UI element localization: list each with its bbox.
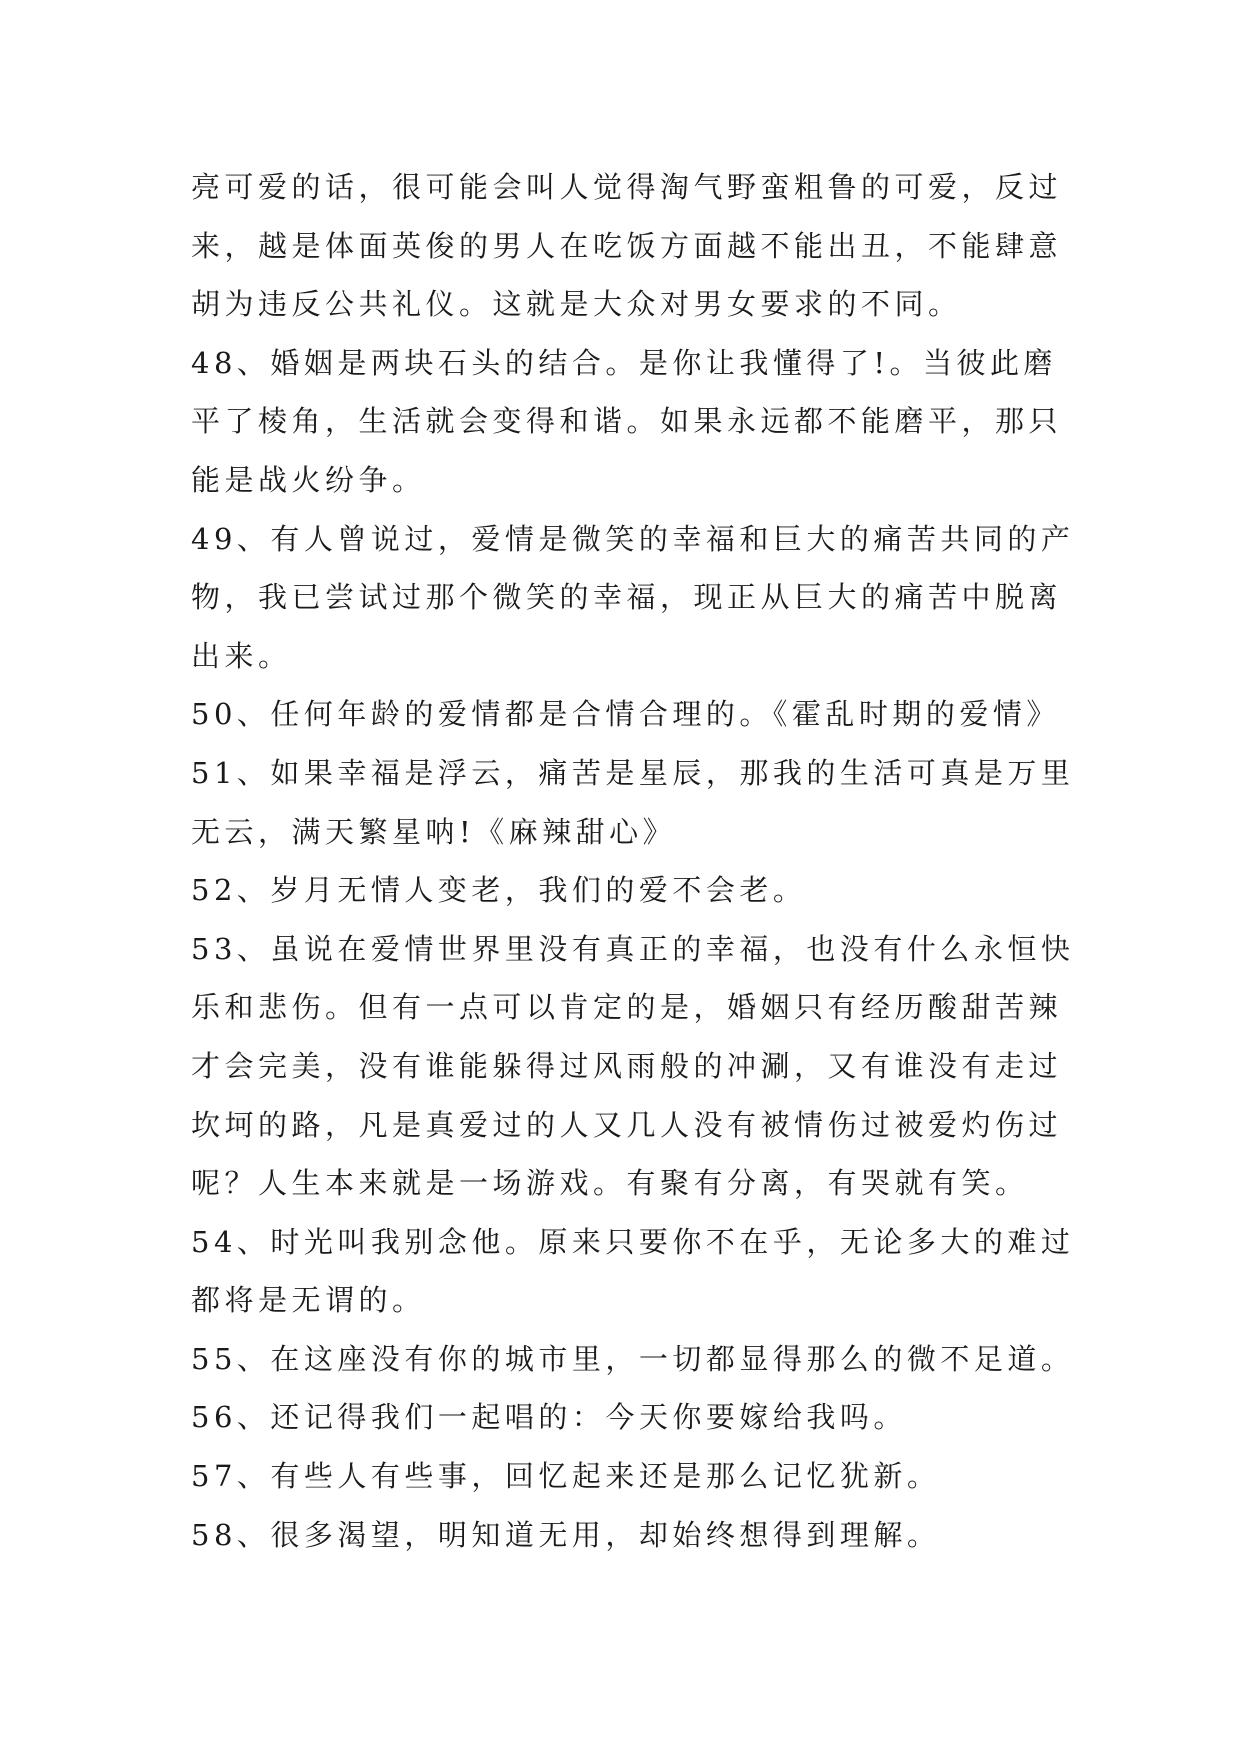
text-line: 物，我已尝试过那个微笑的幸福，现正从巨大的痛苦中脱离 xyxy=(191,580,1063,615)
text-line: 来，越是体面英俊的男人在吃饭方面越不能出丑，不能肆意 xyxy=(191,228,1063,263)
text-line: 平了棱角，生活就会变得和谐。如果永远都不能磨平，那只 xyxy=(191,404,1063,439)
text-line: 出来。 xyxy=(191,638,292,673)
text-line: 无云，满天繁星呐!《麻辣甜心》 xyxy=(191,814,677,849)
text-line: 51、如果幸福是浮云，痛苦是星辰，那我的生活可真是万里 xyxy=(191,755,1075,790)
text-line: 能是战火纷争。 xyxy=(191,462,426,497)
text-line: 55、在这座没有你的城市里，一切都显得那么的微不足道。 xyxy=(191,1341,1075,1376)
text-line: 48、婚姻是两块石头的结合。是你让我懂得了!。当彼此磨 xyxy=(191,345,1058,380)
text-line: 54、时光叫我别念他。原来只要你不在乎，无论多大的难过 xyxy=(191,1224,1075,1259)
text-line: 49、有人曾说过，爱情是微笑的幸福和巨大的痛苦共同的产 xyxy=(191,521,1075,556)
body-text xyxy=(191,158,1091,1564)
text-line: 才会完美，没有谁能躲得过风雨般的冲涮，又有谁没有走过 xyxy=(191,1048,1063,1083)
text-line: 52、岁月无情人变老，我们的爱不会老。 xyxy=(191,873,807,908)
text-line: 亮可爱的话，很可能会叫人觉得淘气野蛮粗鲁的可爱，反过 xyxy=(191,170,1063,204)
text-line: 坎坷的路，凡是真爱过的人又几人没有被情伤过被爱灼伤过 xyxy=(191,1107,1063,1142)
text-line: 58、很多渴望，明知道无用，却始终想得到理解。 xyxy=(191,1517,941,1552)
text-line: 呢？人生本来就是一场游戏。有聚有分离，有哭就有笑。 xyxy=(191,1166,1029,1201)
text-line: 56、还记得我们一起唱的：今天你要嫁给我吗。 xyxy=(191,1400,907,1435)
text-line: 胡为违反公共礼仪。这就是大众对男女要求的不同。 xyxy=(191,287,962,322)
text-line: 都将是无谓的。 xyxy=(191,1283,426,1318)
text-line: 乐和悲伤。但有一点可以肯定的是，婚姻只有经历酸甜苦辣 xyxy=(191,990,1063,1025)
text-line: 57、有些人有些事，回忆起来还是那么记忆犹新。 xyxy=(191,1459,941,1494)
text-line: 53、虽说在爱情世界里没有真正的幸福，也没有什么永恒快 xyxy=(191,931,1075,966)
text-line: 50、任何年龄的爱情都是合情合理的。《霍乱时期的爱情》 xyxy=(191,697,1060,732)
